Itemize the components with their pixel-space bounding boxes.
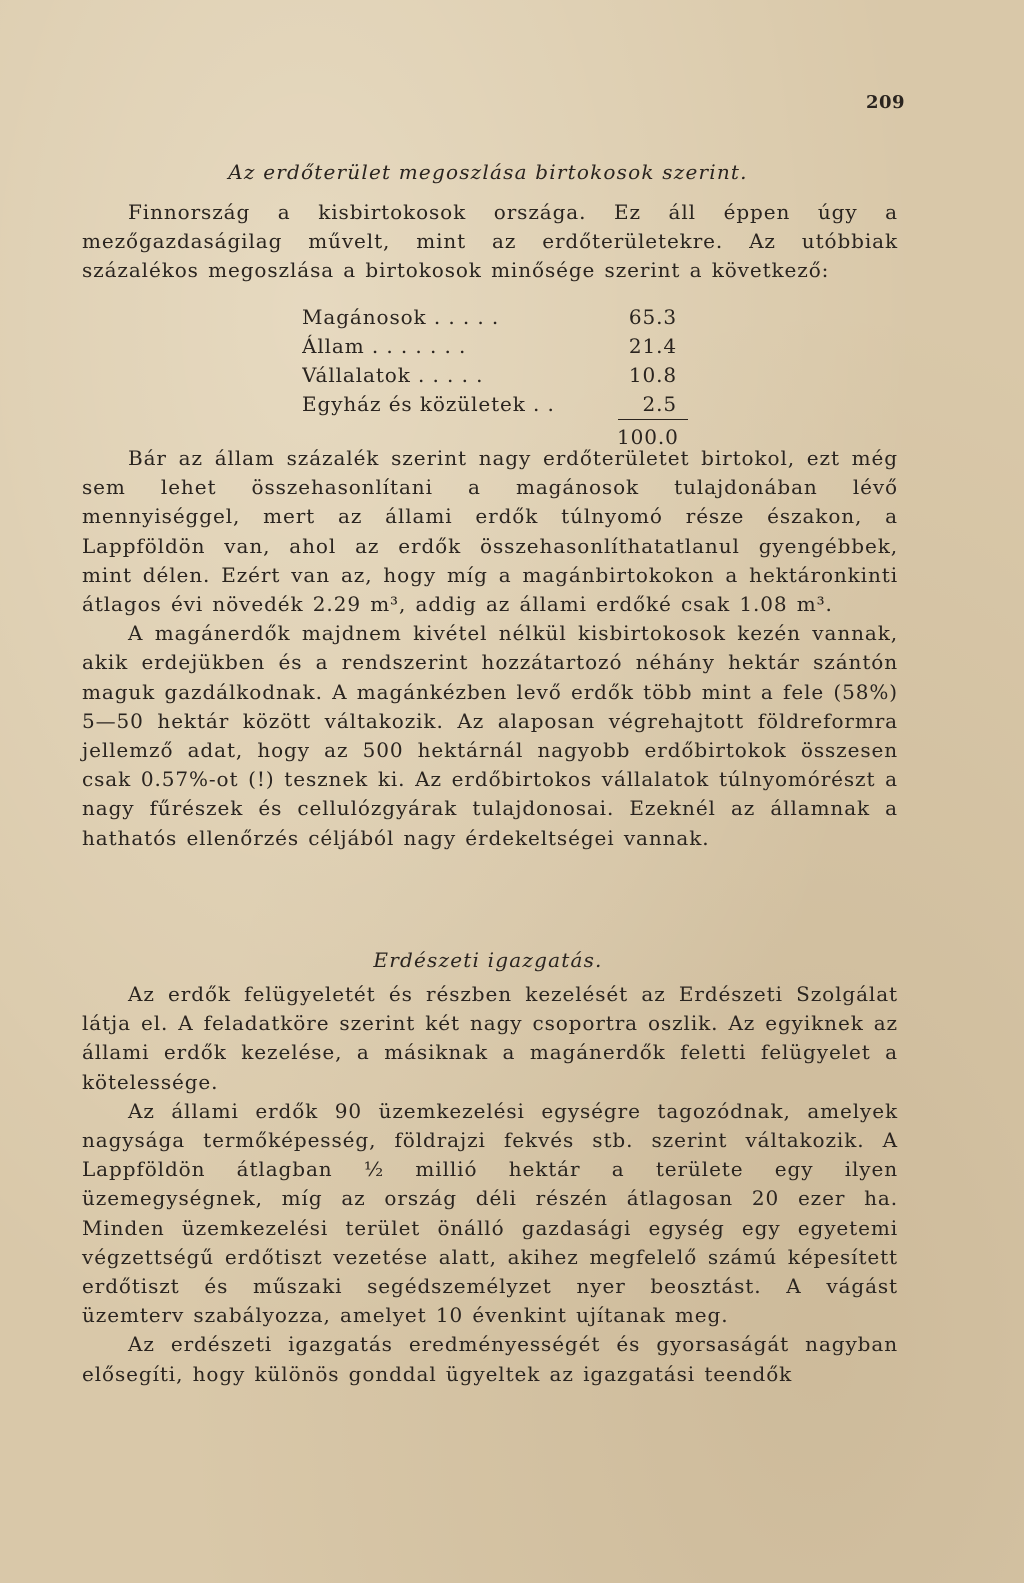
table-row — [302, 332, 682, 361]
table-row — [302, 303, 682, 332]
table-row-value: 10.8 — [628, 363, 677, 387]
body-paragraph: Az erdők felügyeletét és részben kezelését az Erdészeti Szolgálat látja el. A feladatköre szerint két nagy csoportra oszlik. Az egyiknek az állami erdők kezelése, a másiknak a magánerdők feletti felügyelet a kötelessége. — [82, 982, 898, 1094]
table-row-label: Állam . . . . . . . — [302, 334, 467, 358]
body-paragraph: Az erdészeti igazgatás eredményességét és gyorsaságát nagyban elősegíti, hogy különös gonddal ügyeltek az igazgatási teendők — [82, 1332, 898, 1386]
total-rule — [618, 419, 688, 420]
ownership-table — [302, 303, 682, 452]
body-paragraph: A magánerdők majdnem kivétel nélkül kisbirtokosok kezén vannak, akik erdejükben és a rendszerint hozzátartozó néhány hektár szántón maguk gazdálkodnak. A magánkézben levő erdők több mint a fele (58%) 5—50 hektár között váltakozik. Az alaposan végrehajtott földreformra jellemző adat, hogy az 500 hektárnál nagyobb erdőbirtokok összesen csak 0.57%-ot (!) tesznek ki. Az erdőbirtokos vállalatok túlnyomórészt a nagy fűrészek és cellulózgyárak tulajdonosai. Ezeknél az államnak a hathatós ellenőrzés céljából nagy érdekeltségei vannak. — [82, 621, 898, 850]
table-row-label: Magánosok . . . . . — [302, 305, 500, 329]
table-row-value: 65.3 — [628, 305, 677, 329]
section-heading-forest-administration: Erdészeti igazgatás. — [373, 948, 603, 972]
table-row-label: Egyház és közületek . . — [302, 392, 555, 416]
table-row-label: Vállalatok . . . . . — [302, 363, 484, 387]
section2-body — [82, 980, 898, 1389]
table-row — [302, 361, 682, 390]
table-row-value: 21.4 — [628, 334, 677, 358]
table-row-value: 2.5 — [642, 392, 677, 416]
body-paragraph: Bár az állam százalék szerint nagy erdőterületet birtokol, ezt még sem lehet összehasonlítani a magánosok tulajdonában lévő mennyiséggel, mert az állami erdők túlnyomó része északon, a Lappföldön van, ahol az erdők összehasonlíthatatlanul gyengébbek, mint délen. Ezért van az, hogy míg a magánbirtokokon a hektáronkinti átlagos évi növedék 2.29 m³, addig az állami erdőké csak 1.08 m³. — [82, 446, 898, 617]
section-heading-forest-distribution: Az erdőterület megoszlása birtokosok szerint. — [228, 160, 748, 184]
body-paragraph: Az állami erdők 90 üzemkezelési egységre tagozódnak, amelyek nagysága termőképesség, földrajzi fekvés stb. szerint váltakozik. A Lappföldön átlagban ½ millió hektár a területe egy ilyen üzemegységnek, míg az ország déli részén átlagosan 20 ezer ha. Minden üzemkezelési terület önálló gazdasági egység egy egyetemi végzettségű erdőtiszt vezetése alatt, akihez megfelelő számú képesített erdőtiszt és műszaki segédszemélyzet nyer beosztást. A vágást üzemterv szabályozza, amelyet 10 évenkint ujítanak meg. — [82, 1098, 898, 1328]
page-number: 209 — [866, 92, 906, 113]
intro-paragraph: Finnország a kisbirtokosok országa. Ez áll éppen úgy a mezőgazdaságilag művelt, mint az erdőterületekre. Az utóbbiak százalékos megoszlása a birtokosok minősége szerint a következő: — [82, 200, 898, 283]
table-total-value: 100.0 — [617, 425, 679, 449]
section1-body — [82, 444, 898, 853]
table-row — [302, 390, 682, 419]
intro-paragraph-block — [82, 198, 898, 286]
